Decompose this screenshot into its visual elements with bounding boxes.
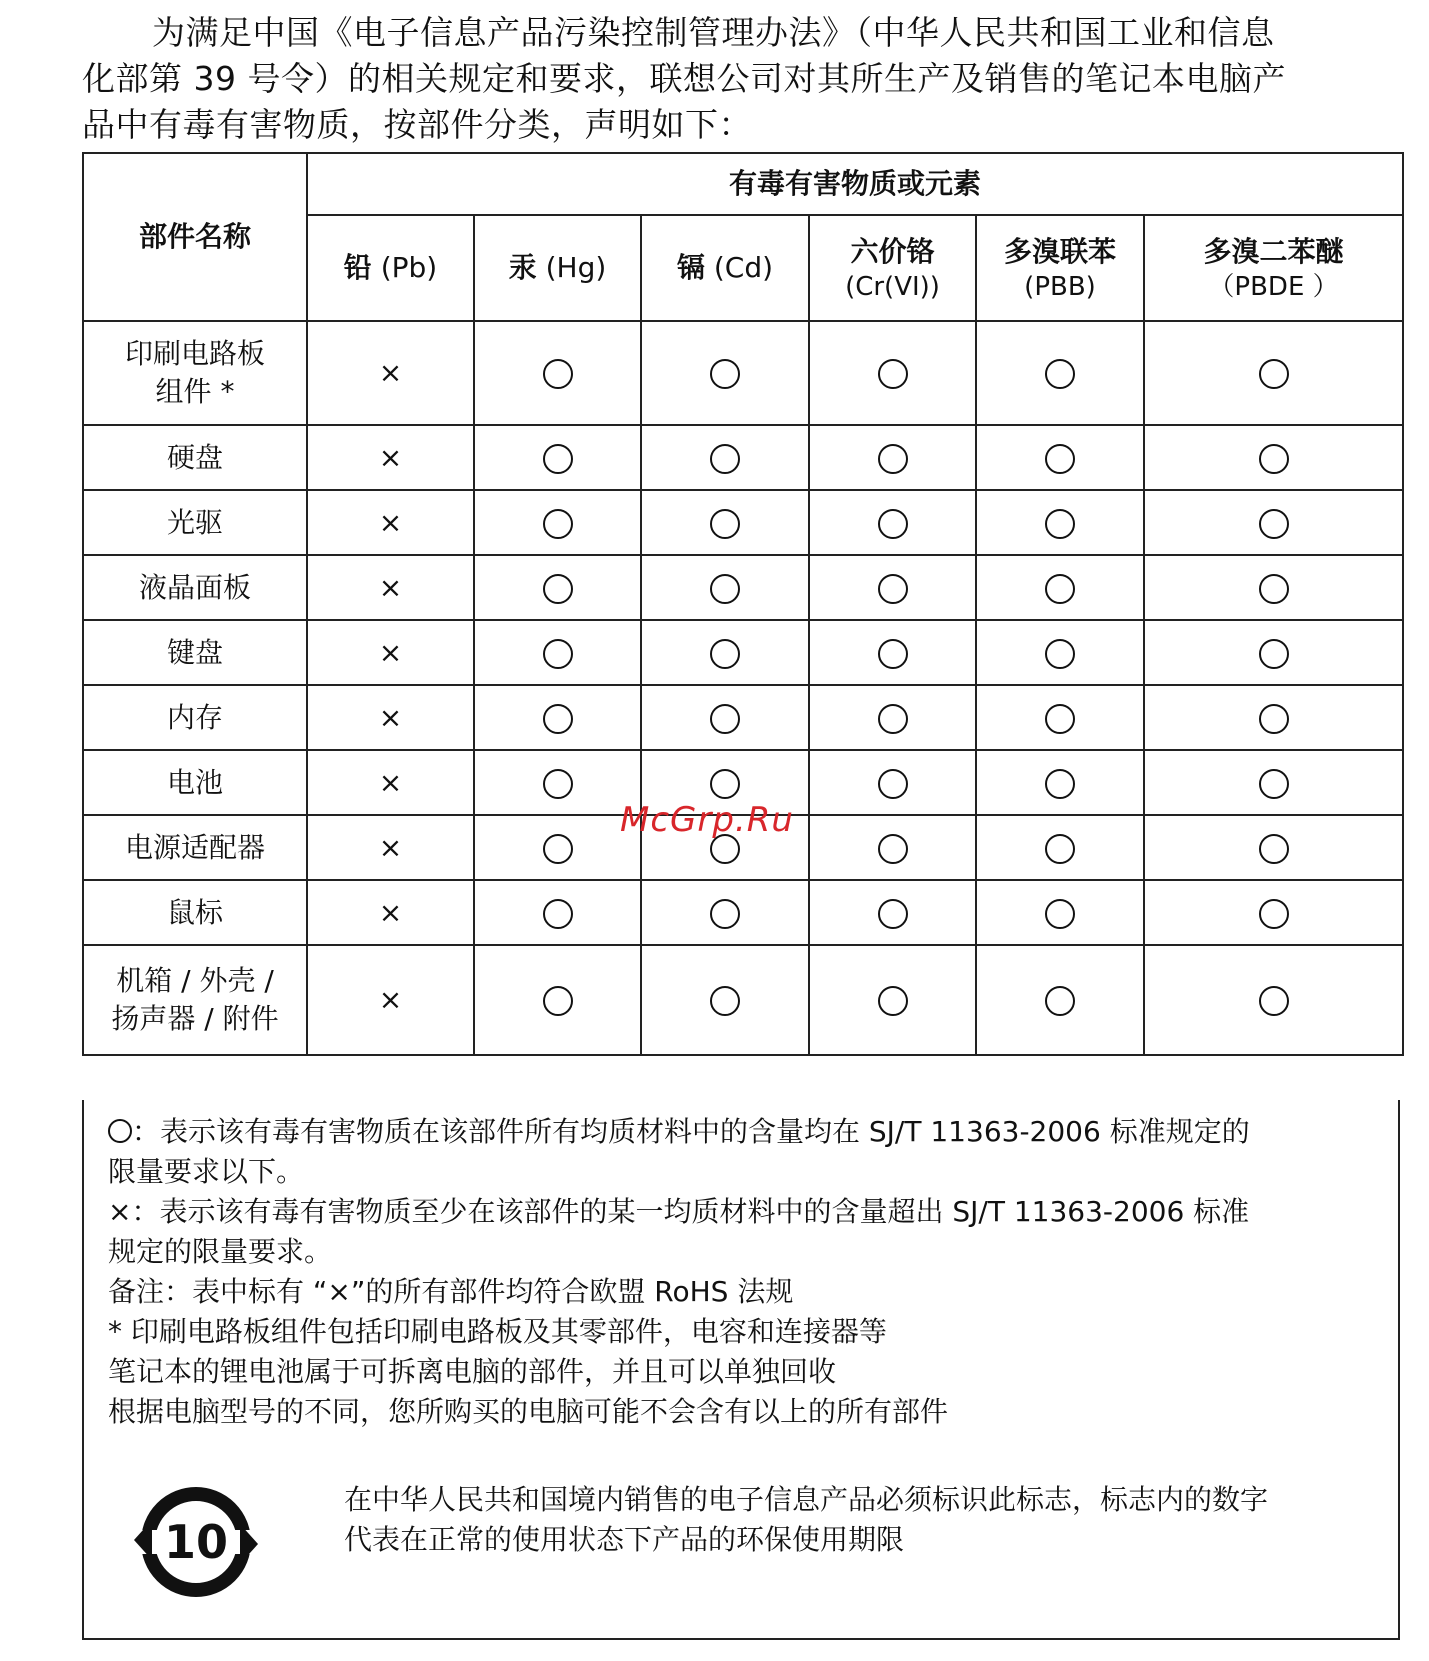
lead-cell: [307, 490, 474, 555]
part-name: 电池: [83, 750, 307, 815]
compliant-circle-icon: [878, 359, 908, 389]
compliant-circle-icon: [543, 834, 573, 864]
mercury-cell: [474, 685, 641, 750]
pbb-cell: [976, 490, 1144, 555]
chromium-cell: [809, 321, 976, 425]
exceeds-mark: ×: [378, 983, 403, 1016]
part-name: 光驱: [83, 490, 307, 555]
cadmium-cell: [641, 620, 809, 685]
part-name: 硬盘: [83, 425, 307, 490]
pbde-cell: [1144, 321, 1403, 425]
lead-cell: [307, 321, 474, 425]
intro-line-3: 品中有毒有害物质，按部件分类，声明如下：: [82, 105, 752, 144]
mercury-cell: [474, 945, 641, 1055]
part-name: 机箱 / 外壳 / 扬声器 / 附件: [83, 945, 307, 1055]
compliant-circle-icon: [710, 639, 740, 669]
mercury-cell: [474, 620, 641, 685]
compliant-circle-icon: [1259, 639, 1289, 669]
part-name: 键盘: [83, 620, 307, 685]
part-name: 液晶面板: [83, 555, 307, 620]
part-name: 电源适配器: [83, 815, 307, 880]
cadmium-cell: [641, 945, 809, 1055]
chromium-cell: [809, 620, 976, 685]
pbde-cell: [1144, 945, 1403, 1055]
pbb-cell: [976, 750, 1144, 815]
compliant-circle-icon: [1045, 704, 1075, 734]
column-header-pbde: 多溴二苯醚 （PBDE ）: [1144, 215, 1403, 321]
chromium-cell: [809, 750, 976, 815]
note-circle-meaning: ：表示该有毒有害物质在该部件所有均质材料中的含量均在 SJ/T 11363-2006 标准规定的: [108, 1112, 1378, 1152]
compliant-circle-icon: [710, 899, 740, 929]
pbde-cell: [1144, 490, 1403, 555]
mercury-cell: [474, 880, 641, 945]
mercury-cell: [474, 490, 641, 555]
compliant-circle-icon: [1259, 444, 1289, 474]
mercury-cell: [474, 555, 641, 620]
lead-cell: [307, 620, 474, 685]
chromium-cell: [809, 555, 976, 620]
notes-box: [82, 1100, 1400, 1640]
exceeds-mark: ×: [378, 356, 403, 389]
compliant-circle-icon: [1259, 704, 1289, 734]
compliant-circle-icon: [1045, 769, 1075, 799]
table-row: [83, 321, 1403, 425]
note-pcb: * 印刷电路板组件包括印刷电路板及其零部件，电容和连接器等: [108, 1315, 887, 1348]
watermark: McGrp.Ru: [620, 800, 794, 840]
compliant-circle-icon: [543, 899, 573, 929]
compliant-circle-icon: [543, 509, 573, 539]
lead-cell: [307, 555, 474, 620]
cadmium-cell: [641, 880, 809, 945]
mercury-cell: [474, 321, 641, 425]
compliant-circle-icon: [1045, 359, 1075, 389]
compliant-circle-icon: [1259, 509, 1289, 539]
compliant-circle-icon: [1259, 359, 1289, 389]
logo-description: 在中华人民共和国境内销售的电子信息产品必须标识此标志，标志内的数字 代表在正常的使用状态下产品的环保使用期限: [344, 1483, 1269, 1556]
compliant-circle-icon: [1045, 899, 1075, 929]
exceeds-mark: ×: [378, 830, 403, 864]
lead-cell: [307, 425, 474, 490]
compliant-circle-icon: [543, 704, 573, 734]
chromium-cell: [809, 815, 976, 880]
intro-line-2: 化部第 39 号令）的相关规定和要求，联想公司对其所生产及销售的笔记本电脑产: [82, 59, 1286, 98]
compliant-circle-icon: [710, 769, 740, 799]
hazardous-substance-table: [82, 152, 1404, 1056]
compliant-circle-icon: [1045, 639, 1075, 669]
compliant-circle-icon: [1259, 899, 1289, 929]
lead-cell: [307, 750, 474, 815]
compliant-circle-icon: [878, 704, 908, 734]
column-header-pbb: 多溴联苯 (PBB): [976, 215, 1144, 321]
pbde-cell: [1144, 880, 1403, 945]
cadmium-cell: [641, 490, 809, 555]
pbde-cell: [1144, 685, 1403, 750]
pbb-cell: [976, 945, 1144, 1055]
column-header-pb: 铅 (Pb): [307, 215, 474, 321]
compliant-circle-icon: [1259, 834, 1289, 864]
compliant-circle-icon: [878, 444, 908, 474]
compliant-circle-icon: [878, 899, 908, 929]
table-row: [83, 685, 1403, 750]
pbde-cell: [1144, 750, 1403, 815]
pbb-cell: [976, 815, 1144, 880]
chromium-cell: [809, 425, 976, 490]
exceeds-mark: ×: [378, 440, 403, 474]
compliant-circle-icon: [710, 986, 740, 1016]
cadmium-cell: [641, 321, 809, 425]
mercury-cell: [474, 815, 641, 880]
exceeds-mark: ×: [378, 505, 403, 539]
part-name-header: 部件名称: [83, 153, 307, 321]
compliant-circle-icon: [878, 574, 908, 604]
pbde-cell: [1144, 620, 1403, 685]
cadmium-cell: [641, 685, 809, 750]
compliant-circle-icon: [1045, 444, 1075, 474]
cadmium-cell: [641, 555, 809, 620]
mercury-cell: [474, 750, 641, 815]
compliant-circle-icon: [710, 574, 740, 604]
pbb-cell: [976, 880, 1144, 945]
compliant-circle-icon: [710, 509, 740, 539]
note-cross-meaning-cont: 规定的限量要求。: [108, 1235, 333, 1268]
cadmium-cell: [641, 425, 809, 490]
pbde-cell: [1144, 425, 1403, 490]
compliant-circle-icon: [543, 574, 573, 604]
intro-line-1: 为满足中国《电子信息产品污染控制管理办法》（中华人民共和国工业和信息: [152, 13, 1275, 52]
part-name: 印刷电路板 组件 *: [83, 321, 307, 425]
pbb-cell: [976, 555, 1144, 620]
table-row: [83, 490, 1403, 555]
compliant-circle-icon: [1045, 574, 1075, 604]
table-row: [83, 620, 1403, 685]
lead-cell: [307, 880, 474, 945]
compliant-circle-icon: [878, 834, 908, 864]
exceeds-mark: ×: [378, 700, 403, 734]
pbb-cell: [976, 425, 1144, 490]
compliant-circle-icon: [1045, 509, 1075, 539]
note-cross-meaning: ×：表示该有毒有害物质至少在该部件的某一均质材料中的含量超出 SJ/T 11363-2006 标准: [108, 1195, 1250, 1228]
compliant-circle-icon: [543, 359, 573, 389]
compliant-circle-icon: [710, 704, 740, 734]
exceeds-mark: ×: [378, 635, 403, 669]
note-remark: 备注：表中标有 “×”的所有部件均符合欧盟 RoHS 法规: [108, 1275, 794, 1308]
compliant-circle-icon: [710, 444, 740, 474]
chromium-cell: [809, 945, 976, 1055]
pbb-cell: [976, 321, 1144, 425]
exceeds-mark: ×: [378, 895, 403, 929]
compliant-circle-icon: [543, 986, 573, 1016]
intro-paragraph: [82, 10, 1402, 148]
compliant-circle-icon: [1259, 769, 1289, 799]
mercury-cell: [474, 425, 641, 490]
part-name: 内存: [83, 685, 307, 750]
environmental-protection-period-logo-icon: [132, 1480, 260, 1604]
circle-icon: [108, 1119, 132, 1143]
column-header-hg: 汞 (Hg): [474, 215, 641, 321]
column-header-cd: 镉 (Cd): [641, 215, 809, 321]
table-row: [83, 880, 1403, 945]
lead-cell: [307, 945, 474, 1055]
exceeds-mark: ×: [378, 765, 403, 799]
table-row: [83, 555, 1403, 620]
compliant-circle-icon: [878, 986, 908, 1016]
table-row: [83, 425, 1403, 490]
exceeds-mark: ×: [378, 570, 403, 604]
pbb-cell: [976, 620, 1144, 685]
compliant-circle-icon: [1259, 574, 1289, 604]
notes-text: [108, 1112, 1378, 1432]
lead-cell: [307, 685, 474, 750]
compliant-circle-icon: [710, 359, 740, 389]
column-header-cr: 六价铬 (Cr(VI)): [809, 215, 976, 321]
note-battery: 笔记本的锂电池属于可拆离电脑的部件，并且可以单独回收: [108, 1355, 837, 1388]
pbde-cell: [1144, 815, 1403, 880]
compliant-circle-icon: [1259, 986, 1289, 1016]
compliant-circle-icon: [878, 509, 908, 539]
pbb-cell: [976, 685, 1144, 750]
chromium-cell: [809, 880, 976, 945]
compliant-circle-icon: [878, 639, 908, 669]
compliant-circle-icon: [543, 769, 573, 799]
compliant-circle-icon: [543, 444, 573, 474]
svg-text:10: 10: [163, 1515, 229, 1569]
compliant-circle-icon: [1045, 986, 1075, 1016]
chromium-cell: [809, 490, 976, 555]
chromium-cell: [809, 685, 976, 750]
note-models: 根据电脑型号的不同，您所购买的电脑可能不会含有以上的所有部件: [108, 1395, 949, 1428]
lead-cell: [307, 815, 474, 880]
compliant-circle-icon: [878, 769, 908, 799]
part-name: 鼠标: [83, 880, 307, 945]
note-circle-meaning-cont: 限量要求以下。: [108, 1155, 305, 1188]
table-row: [83, 945, 1403, 1055]
compliant-circle-icon: [543, 639, 573, 669]
pbde-cell: [1144, 555, 1403, 620]
compliant-circle-icon: [1045, 834, 1075, 864]
substances-header: 有毒有害物质或元素: [307, 153, 1403, 215]
